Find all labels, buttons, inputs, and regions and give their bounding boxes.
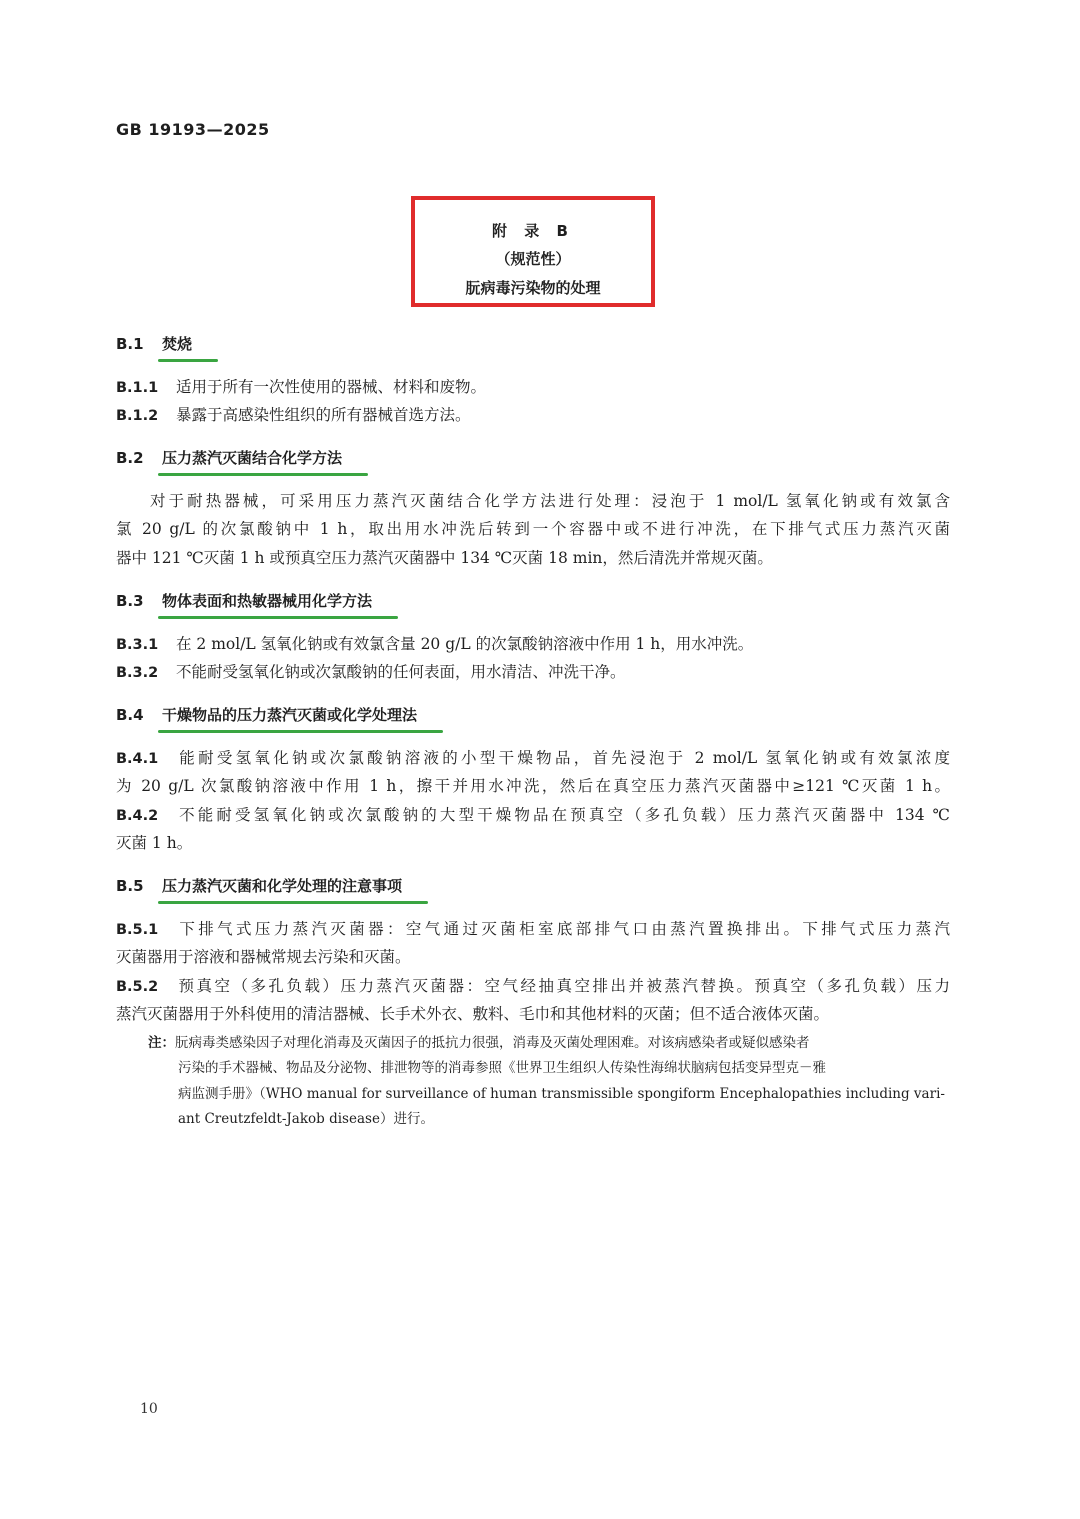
note-line: 污染的手术器械、物品及分泌物、排泄物等的消毒参照《世界卫生组织人传染性海绵状脑病包括变异型克－雅 [178, 1060, 826, 1076]
section-b2-heading [116, 447, 346, 468]
section-title: 压力蒸汽灭菌结合化学方法 [162, 447, 346, 468]
clause-text: 能耐受氢氧化钠或次氯酸钠溶液的小型干燥物品，首先浸泡于 2 mol/L 氢氧化钠或有效氯浓度 [176, 749, 950, 767]
clause-b1-1 [116, 375, 950, 397]
section-b1-heading [116, 333, 196, 354]
clause-b3-2 [116, 660, 950, 682]
clause-text: 不能耐受氢氧化钠或次氯酸钠的任何表面，用水清洁、冲洗干净。 [176, 663, 626, 681]
clause-text: 预真空（多孔负载）压力蒸汽灭菌器：空气经抽真空排出并被蒸汽替换。预真空（多孔负载）压力 [176, 977, 950, 995]
section-number: B.1 [116, 335, 144, 353]
note-line [148, 1031, 950, 1051]
section-b3-heading [116, 590, 376, 611]
note-text: 朊病毒类感染因子对理化消毒及灭菌因子的抵抗力很强，消毒及灭菌处理困难。对该病感染者或疑似感染者 [175, 1035, 810, 1051]
clause-text: 暴露于高感染性组织的所有器械首选方法。 [176, 406, 471, 424]
clause-text: 下排气式压力蒸汽灭菌器：空气通过灭菌柜室底部排气口由蒸汽置换排出。下排气式压力蒸汽 [176, 920, 950, 938]
note-line: 病监测手册》（WHO manual for surveillance of human transmissible spongiform Encephalopathies including vari- [178, 1086, 945, 1102]
clause-number: B.3.1 [116, 637, 159, 653]
section-title: 压力蒸汽灭菌和化学处理的注意事项 [162, 875, 406, 896]
paragraph-b2-line: 对于耐热器械，可采用压力蒸汽灭菌结合化学方法进行处理：浸泡于 1 mol/L 氢氧化钠或有效氯含 [150, 492, 950, 510]
clause-b3-1 [116, 632, 950, 654]
appendix-kind: （规范性） [495, 250, 571, 268]
appendix-heading-box [411, 196, 655, 307]
clause-b1-2 [116, 403, 950, 425]
paragraph-b2-line: 氯 20 g/L 的次氯酸钠中 1 h，取出用水冲洗后转到一个容器中或不进行冲洗，在下排气式压力蒸汽灭菌 [116, 520, 950, 538]
appendix-title: 附 录 B [492, 222, 574, 240]
clause-number: B.3.2 [116, 665, 159, 681]
clause-text: 不能耐受氢氧化钠或次氯酸钠的大型干燥物品在预真空（多孔负载）压力蒸汽灭菌器中 134 ℃ [176, 806, 950, 824]
clause-b5-1-cont: 灭菌器用于溶液和器械常规去污染和灭菌。 [116, 948, 411, 966]
clause-b4-1 [116, 746, 950, 768]
note-label: 注： [148, 1035, 175, 1051]
section-number: B.3 [116, 592, 144, 610]
page-number: 10 [140, 1401, 158, 1417]
section-number: B.4 [116, 706, 144, 724]
clause-b4-2-cont: 灭菌 1 h。 [116, 834, 193, 852]
clause-number: B.4.1 [116, 751, 159, 767]
clause-text: 适用于所有一次性使用的器械、材料和废物。 [176, 378, 487, 396]
section-title: 干燥物品的压力蒸汽灭菌或化学处理法 [162, 704, 421, 725]
clause-number: B.5.1 [116, 922, 159, 938]
paragraph-b2-line: 器中 121 ℃灭菌 1 h 或预真空压力蒸汽灭菌器中 134 ℃灭菌 18 min，然后清洗并常规灭菌。 [116, 549, 773, 567]
clause-number: B.1.1 [116, 380, 159, 396]
section-title: 焚烧 [162, 333, 196, 354]
clause-number: B.1.2 [116, 408, 159, 424]
section-b4-heading [116, 704, 421, 725]
appendix-name: 朊病毒污染物的处理 [465, 279, 601, 297]
clause-text: 在 2 mol/L 氢氧化钠或有效氯含量 20 g/L 的次氯酸钠溶液中作用 1 h，用水冲洗。 [176, 635, 754, 653]
clause-b5-2 [116, 974, 950, 996]
section-title: 物体表面和热敏器械用化学方法 [162, 590, 376, 611]
section-number: B.5 [116, 877, 144, 895]
clause-b5-2-cont: 蒸汽灭菌器用于外科使用的清洁器械、长手术外衣、敷料、毛巾和其他材料的灭菌；但不适合液体灭菌。 [116, 1005, 830, 1023]
document-code: GB 19193—2025 [116, 120, 270, 139]
clause-number: B.4.2 [116, 808, 159, 824]
clause-b4-2 [116, 803, 950, 825]
note-line: ant Creutzfeldt-Jakob disease）进行。 [178, 1111, 434, 1127]
clause-number: B.5.2 [116, 979, 159, 995]
clause-b5-1 [116, 917, 950, 939]
section-number: B.2 [116, 449, 144, 467]
section-b5-heading [116, 875, 406, 896]
clause-b4-1-cont: 为 20 g/L 次氯酸钠溶液中作用 1 h，擦干并用水冲洗，然后在真空压力蒸汽灭菌器中≥121 ℃灭菌 1 h。 [116, 777, 950, 795]
